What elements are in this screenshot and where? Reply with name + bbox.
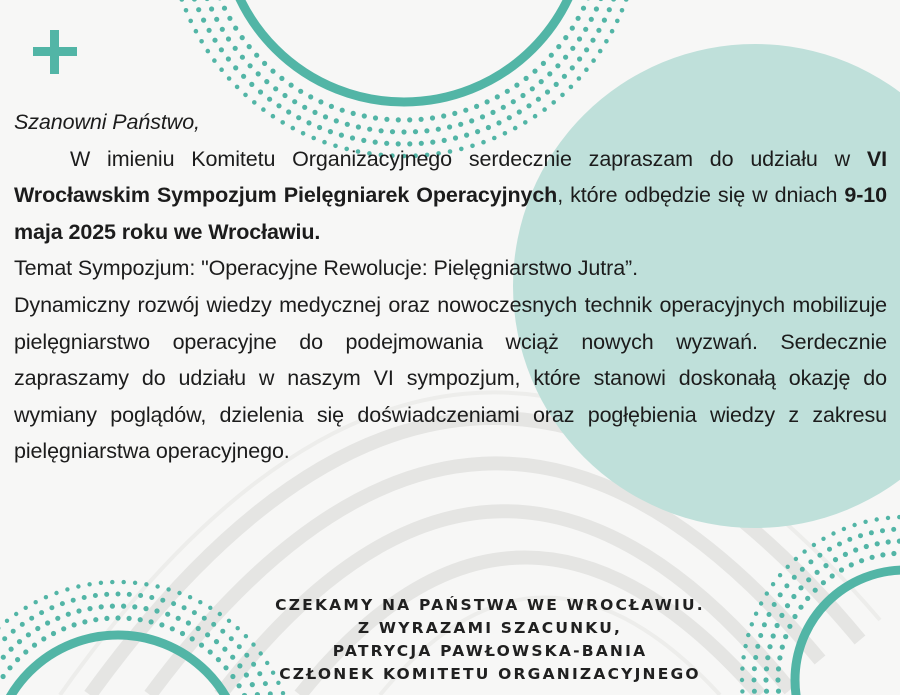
- decor-dot: [264, 79, 269, 84]
- decor-dot: [180, 0, 185, 2]
- decor-dot: [823, 563, 828, 568]
- decor-dot: [61, 626, 66, 631]
- body-paragraph: Dynamiczny rozwój wiedzy medycznej oraz nowoczesnych technik operacyjnych mobilizuje pielęgniarstwo operacyjne do podejmowania wciąż nowych wyzwań. Serdecznie zapraszamy do udziału w naszym VI sympozjum, które stanowi doskonałą okazję do wymiany poglądów, dzielenia się doświadczeniami oraz pogłębienia wiedzy z zakresu pielęgniarstwa operacyjnego.: [14, 292, 887, 464]
- decor-dot: [110, 604, 115, 609]
- decor-dot: [858, 533, 863, 538]
- decor-dot: [184, 8, 189, 13]
- decor-dot: [29, 616, 34, 621]
- decor-dot: [226, 36, 231, 41]
- decor-dot: [875, 541, 880, 546]
- decor-dot: [805, 596, 810, 601]
- decor-dot: [196, 7, 201, 12]
- decor-dot: [281, 691, 285, 695]
- event-dates: 9-10 maja 2025 roku we Wrocławiu.: [14, 183, 887, 244]
- decor-dot: [577, 36, 582, 41]
- decor-dot: [740, 689, 744, 693]
- decor-dot: [132, 604, 137, 609]
- decor-dot: [127, 592, 132, 597]
- decor-dot: [41, 636, 46, 641]
- decor-dot: [539, 79, 544, 84]
- decor-dot: [54, 591, 58, 595]
- decor-dot: [859, 558, 864, 563]
- decor-dot: [241, 74, 246, 79]
- decor-dot: [258, 89, 263, 94]
- decor-dot: [831, 531, 835, 535]
- decor-dot: [116, 592, 121, 597]
- decor-dot: [76, 608, 81, 613]
- decor-dot: [815, 570, 820, 575]
- decor-dot: [570, 26, 575, 31]
- decor-dot: [55, 616, 60, 621]
- decor-dot: [853, 547, 858, 552]
- decor-dot: [821, 537, 825, 541]
- decor-dot: [863, 520, 867, 524]
- decor-dot: [584, 47, 589, 52]
- decor-dot: [842, 527, 846, 531]
- decor-dot: [776, 689, 781, 694]
- decor-dot: [160, 598, 165, 603]
- decor-dot: [219, 47, 224, 52]
- decor-dot: [235, 85, 240, 90]
- decor-dot: [778, 573, 782, 577]
- decor-dot: [880, 528, 885, 533]
- decor-dot: [880, 552, 885, 557]
- decor-dot: [262, 61, 267, 66]
- decor-dot: [72, 622, 77, 627]
- decor-dot: [2, 636, 7, 641]
- decor-dot: [875, 517, 879, 521]
- decor-dot: [11, 629, 16, 634]
- decor-dot: [9, 647, 14, 652]
- decor-dot: [837, 542, 842, 547]
- decor-dot: [227, 16, 232, 21]
- decor-dot: [812, 543, 816, 547]
- signature-line-1: CZEKAMY NA PAŃSTWA WE WROCŁAWIU.: [275, 596, 705, 614]
- decor-dot: [51, 631, 56, 636]
- decor-dot: [864, 544, 869, 549]
- decor-dot: [82, 595, 87, 600]
- decor-dot: [843, 552, 848, 557]
- decor-dot: [227, 76, 232, 81]
- signature-line-4: CZŁONEK KOMITETU ORGANIZACYJNEGO: [279, 665, 701, 683]
- decor-dot: [209, 6, 214, 11]
- greeting: Szanowni Państwo,: [14, 110, 200, 134]
- decor-dot: [87, 582, 91, 586]
- decor-dot: [143, 606, 148, 611]
- decor-dot: [219, 67, 224, 72]
- decor-dot: [596, 28, 601, 33]
- decor-dot: [233, 46, 238, 51]
- decor-dot: [199, 39, 204, 44]
- decor-dot: [594, 6, 599, 11]
- decor-dot: [110, 580, 114, 584]
- decor-dot: [598, 0, 603, 1]
- decor-dot: [45, 620, 50, 625]
- decor-dot: [121, 604, 126, 609]
- decor-dot: [99, 604, 104, 609]
- decor-dot: [127, 616, 132, 621]
- decor-dot: [270, 69, 275, 74]
- decor-dot: [532, 69, 537, 74]
- decor-dot: [170, 626, 175, 631]
- decor-dot: [611, 0, 616, 2]
- decor-dot: [794, 557, 798, 561]
- decor-dot: [576, 16, 581, 21]
- decor-dot: [298, 89, 303, 94]
- decor-dot: [817, 553, 822, 558]
- decor-dot: [138, 617, 143, 622]
- decor-dot: [563, 55, 568, 60]
- decor-dot: [217, 0, 222, 1]
- decor-dot: [24, 606, 28, 610]
- decor-dot: [602, 18, 607, 23]
- decor-dot: [220, 27, 225, 32]
- decor-dot: [71, 598, 76, 603]
- decor-dot: [563, 35, 568, 40]
- decor-dot: [17, 639, 22, 644]
- decor-dot: [583, 27, 588, 32]
- decor-dot: [15, 657, 20, 662]
- invitation-paragraph: [14, 141, 887, 251]
- decor-dot: [44, 595, 48, 599]
- decor-dot: [66, 612, 71, 617]
- decor-dot: [133, 581, 137, 585]
- decor-dot: [577, 76, 582, 81]
- decor-dot: [590, 38, 595, 43]
- decor-dot: [93, 617, 98, 622]
- decor-dot: [569, 85, 574, 90]
- decor-dot: [279, 76, 284, 81]
- decor-dot: [1, 655, 6, 660]
- decor-dot: [792, 575, 797, 580]
- decor-dot: [122, 580, 126, 584]
- decor-dot: [802, 549, 806, 553]
- decor-dot: [562, 74, 567, 79]
- decor-dot: [35, 626, 40, 631]
- decor-dot: [891, 527, 896, 532]
- decor-dot: [547, 71, 552, 76]
- decor-dot: [254, 53, 259, 58]
- decor-dot: [26, 632, 31, 637]
- decor-dot: [243, 93, 248, 98]
- decor-dot: [308, 94, 313, 99]
- decor-dot: [65, 587, 69, 591]
- decor-dot: [827, 547, 832, 552]
- decor-dot: [555, 63, 560, 68]
- decor-dot: [570, 65, 575, 70]
- decor-dot: [34, 600, 38, 604]
- decor-dot: [869, 530, 874, 535]
- decor-dot: [149, 595, 154, 600]
- decor-dot: [849, 562, 854, 567]
- decor-dot: [14, 612, 18, 616]
- decor-dot: [32, 643, 37, 648]
- decor-dot: [839, 567, 844, 572]
- decor-dot: [886, 539, 891, 544]
- decor-dot: [607, 7, 612, 12]
- decor-dot: [806, 577, 811, 582]
- decor-dot: [222, 6, 227, 11]
- decor-dot: [166, 587, 170, 591]
- decor-dot: [201, 18, 206, 23]
- decor-dot: [104, 592, 109, 597]
- signature-line-2: Z WYRAZAMI SZACUNKU,: [357, 619, 623, 637]
- plus-icon: [33, 30, 77, 74]
- decor-dot: [786, 565, 790, 569]
- signature-line-3: PATRYCJA PAWŁOWSKA-BANIA: [332, 642, 648, 660]
- decor-dot: [830, 573, 835, 578]
- decor-dot: [87, 606, 92, 611]
- decor-dot: [0, 626, 1, 630]
- decor-dot: [49, 605, 54, 610]
- decor-dot: [154, 608, 159, 613]
- decor-dot: [577, 56, 582, 61]
- decor-dot: [891, 551, 896, 556]
- decor-dot: [138, 593, 143, 598]
- decor-dot: [589, 17, 594, 22]
- decor-dot: [205, 0, 210, 1]
- decor-dot: [541, 61, 546, 66]
- decor-dot: [273, 86, 278, 91]
- decor-dot: [104, 616, 109, 621]
- decor-dot: [821, 580, 826, 585]
- decor-dot: [240, 55, 245, 60]
- decor-dot: [752, 689, 757, 694]
- decor-dot: [556, 44, 561, 49]
- decor-dot: [586, 0, 591, 1]
- decor-dot: [76, 584, 80, 588]
- letter-body: [14, 104, 887, 470]
- decor-dot: [536, 97, 541, 102]
- signature-block: [180, 594, 800, 686]
- decor-dot: [833, 557, 838, 562]
- invitation-text: W imieniu Komitetu Organizacyjnego serdecznie zapraszam do udziału w: [70, 146, 867, 171]
- decor-dot: [248, 63, 253, 68]
- decor-dot: [852, 523, 856, 527]
- decor-dot: [233, 26, 238, 31]
- decor-dot: [554, 82, 559, 87]
- decor-dot: [530, 86, 535, 91]
- decor-dot: [771, 582, 775, 586]
- topic-line: Temat Sympozjum: "Operacyjne Rewolucje: Pielęgniarstwo Jutra”.: [14, 256, 638, 281]
- decor-dot: [233, 65, 238, 70]
- decor-dot: [267, 97, 272, 102]
- decor-dot: [495, 94, 500, 99]
- decor-dot: [520, 93, 525, 98]
- decor-dot: [39, 610, 44, 615]
- decor-dot: [615, 19, 620, 24]
- decor-dot: [206, 49, 211, 54]
- decor-dot: [560, 93, 565, 98]
- decor-dot: [624, 0, 629, 2]
- decor-dot: [268, 691, 273, 695]
- decor-dot: [256, 71, 261, 76]
- invitation-text-2: , które odbędzie się w dniach: [557, 183, 845, 208]
- decor-dot: [212, 58, 217, 63]
- decor-dot: [282, 93, 287, 98]
- decor-dot: [212, 38, 217, 43]
- decor-dot: [93, 593, 98, 598]
- decor-dot: [249, 82, 254, 87]
- decor-dot: [159, 622, 164, 627]
- decor-dot: [808, 559, 813, 564]
- decor-dot: [1, 674, 6, 679]
- decor-dot: [570, 46, 575, 51]
- decor-dot: [188, 19, 193, 24]
- decor-dot: [7, 665, 12, 670]
- decor-dot: [60, 601, 65, 606]
- decor-dot: [149, 619, 154, 624]
- decor-dot: [214, 17, 219, 22]
- decor-dot: [82, 619, 87, 624]
- decor-dot: [870, 555, 875, 560]
- decor-dot: [886, 516, 890, 520]
- decor-dot: [514, 83, 519, 88]
- decor-dot: [581, 6, 586, 11]
- decor-dot: [847, 537, 852, 542]
- decor-dot: [289, 83, 294, 88]
- decor-dot: [115, 615, 120, 620]
- decor-dot: [155, 584, 159, 588]
- decor-dot: [23, 649, 28, 654]
- decor-dot: [549, 53, 554, 58]
- decor-dot: [99, 581, 103, 585]
- decor-dot: [240, 35, 245, 40]
- decor-dot: [813, 588, 818, 593]
- decor-dot: [5, 619, 9, 623]
- decor-dot: [620, 8, 625, 13]
- decor-dot: [226, 56, 231, 61]
- decor-dot: [20, 622, 25, 627]
- decor-dot: [584, 67, 589, 72]
- decor-dot: [171, 601, 176, 606]
- decor-dot: [524, 76, 529, 81]
- decor-dot: [764, 689, 769, 694]
- decor-dot: [610, 29, 615, 34]
- decor-dot: [545, 89, 550, 94]
- decor-dot: [207, 28, 212, 33]
- decor-dot: [165, 612, 170, 617]
- decor-dot: [604, 39, 609, 44]
- decor-dot: [800, 567, 805, 572]
- decor-dot: [798, 585, 803, 590]
- decor-dot: [144, 582, 148, 586]
- decor-dot: [505, 89, 510, 94]
- decor-dot: [192, 0, 197, 2]
- decor-dot: [598, 49, 603, 54]
- decor-dot: [247, 44, 252, 49]
- event-name: VI Wrocławskim Sympozjum Pielęgniarek Operacyjnych: [14, 146, 887, 208]
- decor-dot: [194, 29, 199, 34]
- decor-dot: [784, 583, 789, 588]
- decor-dot: [591, 58, 596, 63]
